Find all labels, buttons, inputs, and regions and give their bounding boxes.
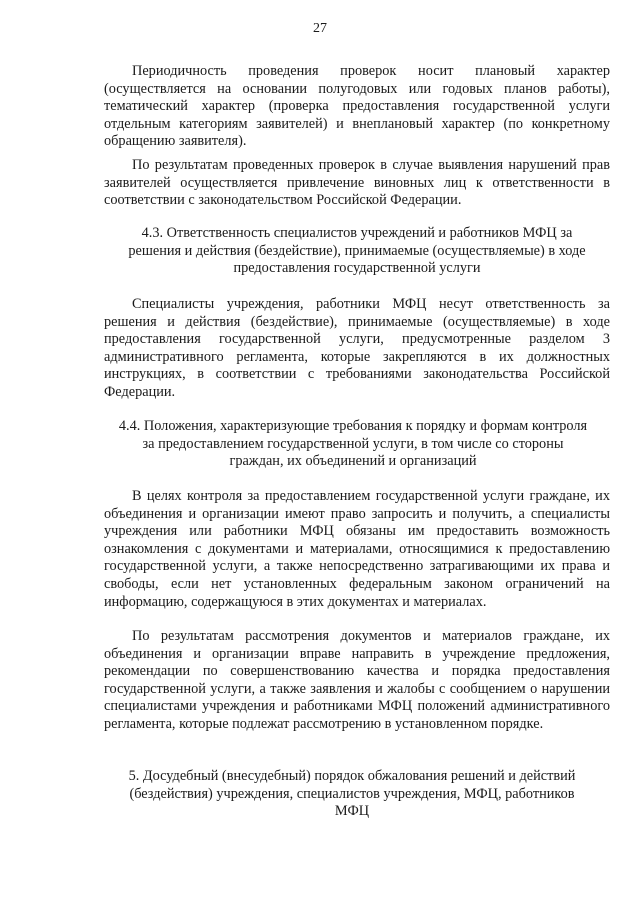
section-heading-4-3: 4.3. Ответственность специалистов учреждений и работников МФЦ за решения и действия (бездействие), принимаемые (осуществляемые) в ходе предоставления государственной услуги: [128, 225, 586, 277]
paragraph-inspection-results: По результатам проведенных проверок в случае выявления нарушений прав заявителей осуществляется привлечение виновных лиц к ответственности в соответствии с законодательством Российской Федерации.: [104, 157, 610, 209]
page-number: 27: [313, 21, 327, 36]
paragraph-staff-responsibility: Специалисты учреждения, работники МФЦ несут ответственность за решения и действия (бездействие), принимаемые (осуществляемые) в ходе предоставления государственной услуги, предусмотренные разделом 3 административного регламента, которые закрепляются в их должностных инструкциях, в соответствии с требованиями законодательства Российской Федерации.: [104, 296, 610, 400]
paragraph-inspection-periodicity: Периодичность проведения проверок носит плановый характер (осуществляется на основании полугодовых или годовых планов работы), тематический характер (проверка предоставления государственной услуги отдельным категориям заявителей) и внеплановый характер (по конкретному обращению заявителя).: [104, 63, 610, 150]
section-heading-4-4: 4.4. Положения, характеризующие требования к порядку и формам контроля за предоставлением государственной услуги, в том числе со стороны граждан, их объединений и организаций: [118, 418, 588, 470]
section-heading-5: 5. Досудебный (внесудебный) порядок обжалования решений и действий (бездействия) учреждения, специалистов учреждения, МФЦ, работников МФЦ: [128, 768, 576, 820]
paragraph-citizen-control: В целях контроля за предоставлением государственной услуги граждане, их объединения и организации имеют право запросить и получить, а специалисты учреждения или работники МФЦ обязаны им предоставить возможность ознакомления с документами и материалами, относящимися к предоставлению государственной услуги, а также непосредственно затрагивающими их права и свободы, если нет установленных федеральным законом ограничений на информацию, содержащуюся в этих документах и материалах.: [104, 488, 610, 610]
paragraph-citizen-proposals: По результатам рассмотрения документов и материалов граждане, их объединения и организации вправе направить в учреждение предложения, рекомендации по совершенствованию качества и порядка предоставления государственной услуги, а также заявления и жалобы с сообщением о нарушении специалистами учреждения и работниками МФЦ положений административного регламента, которые подлежат рассмотрению в установленном порядке.: [104, 628, 610, 732]
